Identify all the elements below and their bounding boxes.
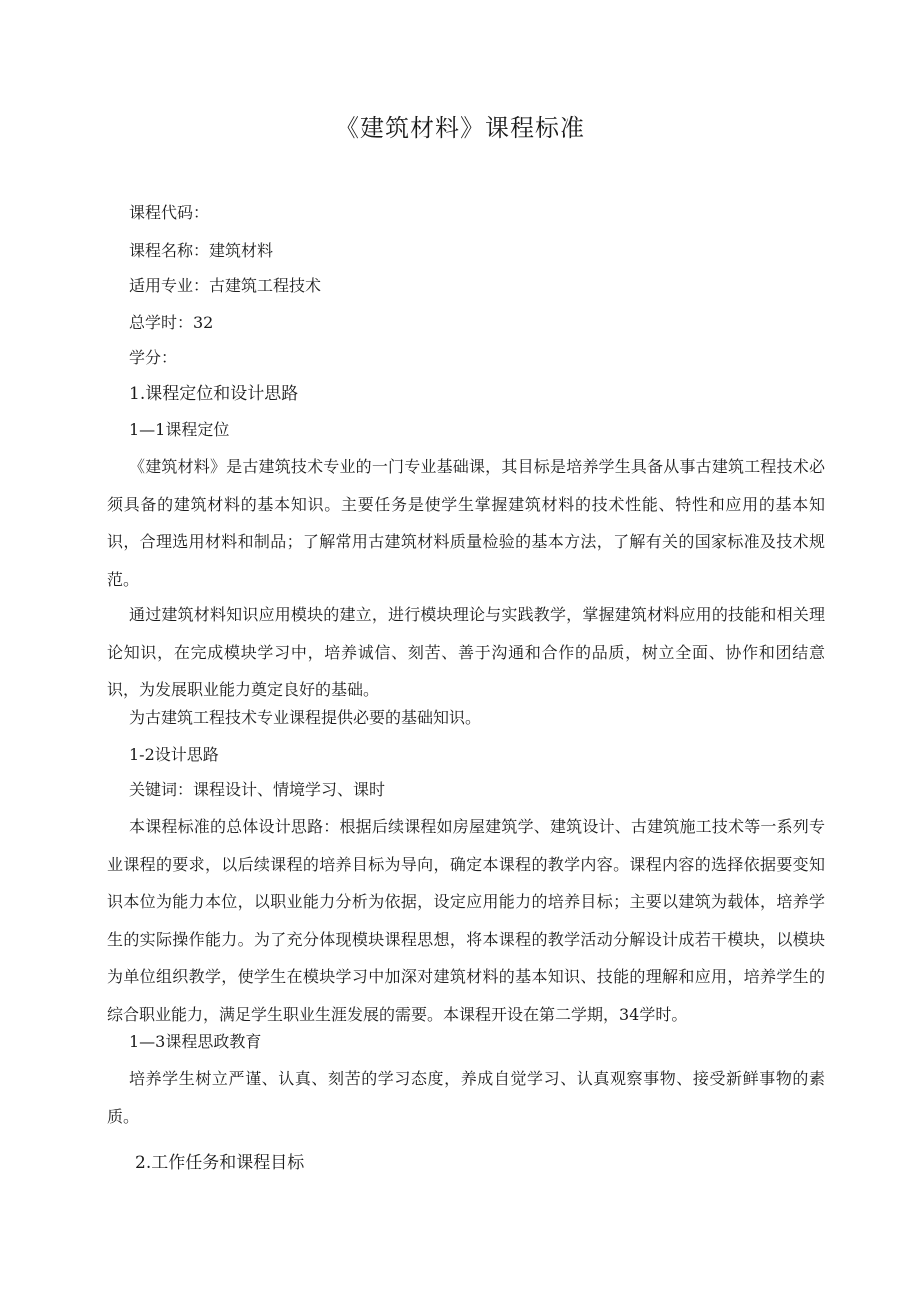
section-1-2-paragraph-1: 本课程标准的总体设计思路：根据后续课程如房屋建筑学、建筑设计、古建筑施工技术等一系列专业课程的要求，以后续课程的培养目标为导向，确定本课程的教学内容。课程内容的选择依据要变知识本位为能力本位，以职业能力分析为依据，设定应用能力的培养目标；主要以建筑为载体，培养学生的实际操作能力。为了充分体现模块课程思想，将本课程的教学活动分解设计成若干模块，以模块为单位组织教学，使学生在模块学习中加深对建筑材料的基本知识、技能的理解和应用，培养学生的综合职业能力，满足学生职业生涯发展的需要。本课程开设在第二学期，34学时。 <box>107 817 825 1024</box>
section-1-1-heading: 1—1课程定位 <box>129 420 230 439</box>
section-2-heading: 2.工作任务和课程目标 <box>135 1153 305 1173</box>
section-1-3-heading: 1—3课程思政教育 <box>129 1032 262 1051</box>
course-code: 课程代码： <box>129 203 210 222</box>
section-1-heading: 1.课程定位和设计思路 <box>129 384 299 404</box>
course-hours: 总学时：32 <box>129 313 214 332</box>
section-1-3-paragraph-1: 培养学生树立严谨、认真、刻苦的学习态度，养成自觉学习、认真观察事物、接受新鲜事物的素质。 <box>107 1069 825 1126</box>
page-title: 《建筑材料》课程标准 <box>335 114 585 142</box>
course-credits: 学分： <box>129 348 178 367</box>
section-1-1-paragraph-3: 为古建筑工程技术专业课程提供必要的基础知识。 <box>129 708 482 727</box>
section-1-1-paragraph-1: 《建筑材料》是古建筑技术专业的一门专业基础课，其目标是培养学生具备从事古建筑工程技术必须具备的建筑材料的基本知识。主要任务是使学生掌握建筑材料的技术性能、特性和应用的基本知识，合理选用材料和制品；了解常用古建筑材料质量检验的基本方法，了解有关的国家标准及技术规范。 <box>107 457 825 589</box>
section-1-1-paragraph-2: 通过建筑材料知识应用模块的建立，进行模块理论与实践教学，掌握建筑材料应用的技能和相关理论知识，在完成模块学习中，培养诚信、刻苦、善于沟通和合作的品质，树立全面、协作和团结意识，为发展职业能力奠定良好的基础。 <box>107 605 825 699</box>
section-1-2-heading: 1-2设计思路 <box>129 745 219 764</box>
course-name: 课程名称：建筑材料 <box>129 241 274 260</box>
keywords: 关键词：课程设计、情境学习、课时 <box>129 780 386 799</box>
course-major: 适用专业：古建筑工程技术 <box>129 276 322 295</box>
